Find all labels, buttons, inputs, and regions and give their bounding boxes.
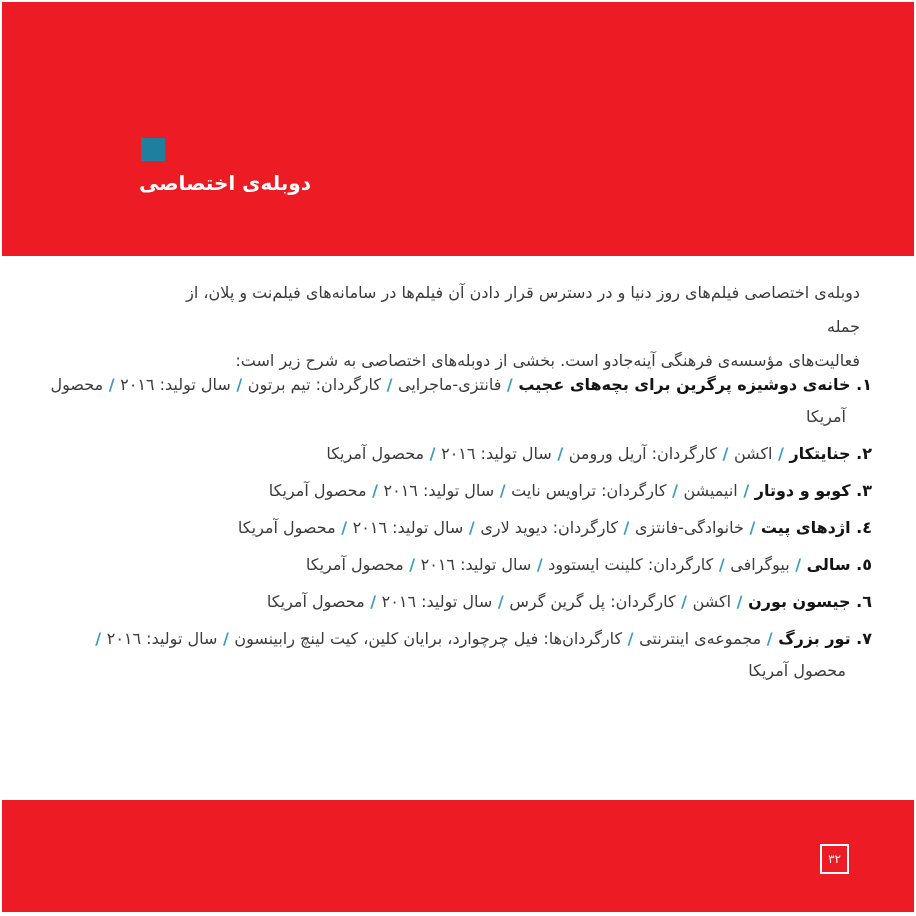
film-detail-segment: کارگردان: تیم برتون: [247, 375, 382, 394]
film-list-item: [48, 549, 872, 581]
film-number-and-title: ١. خانه‌ی دوشیزه پرگرین برای بچه‌های عجیب: [518, 375, 872, 394]
separator-slash: /: [617, 518, 635, 537]
film-detail-segment: محصول آمریکا: [326, 444, 425, 463]
page-number-box: [820, 844, 849, 874]
separator-slash: /: [230, 375, 248, 394]
film-detail-segment: محصول آمریکا: [305, 555, 404, 574]
film-detail-segment: اکشن: [692, 592, 732, 611]
separator-slash: /: [551, 444, 569, 463]
film-detail-segment: کارگردان: آریل ورومن: [568, 444, 717, 463]
separator-slash: /: [737, 481, 755, 500]
intro-line: دوبله‌ی اختصاصی فیلم‌های روز دنیا و در دسترس قرار دادن آن فیلم‌ها در سامانه‌های فیلم‌نت و پلان، از جمله: [186, 283, 860, 336]
film-number-and-title: ٥. سالی: [806, 555, 872, 574]
film-detail-segment: محصول آمریکا: [268, 481, 367, 500]
film-list-item: [48, 475, 872, 507]
film-number-and-title: ٣. کوبو و دوتار: [754, 481, 872, 500]
film-detail-segment: محصول آمریکا: [748, 661, 846, 680]
film-detail-segment: محصول آمریکا: [50, 375, 846, 426]
teal-square-icon: [141, 138, 165, 161]
separator-slash: /: [381, 375, 399, 394]
film-detail-segment: محصول آمریکا: [266, 592, 365, 611]
page-title: دوبله‌ی اختصاصی: [139, 171, 312, 195]
film-detail-segment: خانوادگی-فانتزی: [634, 518, 744, 537]
film-detail-segment: محصول آمریکا: [237, 518, 336, 537]
separator-slash: /: [761, 629, 779, 648]
separator-slash: /: [424, 444, 442, 463]
separator-slash: /: [501, 375, 519, 394]
separator-slash: /: [713, 555, 731, 574]
intro-paragraph: [176, 276, 860, 378]
film-list-item: [48, 586, 872, 618]
header-band: [2, 2, 914, 256]
film-detail-segment: کارگردان: دیوید لاری: [480, 518, 618, 537]
separator-slash: /: [743, 518, 761, 537]
separator-slash: /: [95, 629, 107, 648]
film-detail-segment: کارگردان: تراویس نایت: [511, 481, 667, 500]
film-detail-segment: سال تولید: ٢٠١٦: [383, 481, 495, 500]
film-detail-segment: کارگردان: پل گرین گرس: [509, 592, 676, 611]
page-number: ٣٢: [828, 852, 841, 866]
film-detail-segment: سال تولید: ٢٠١٦: [120, 375, 231, 394]
separator-slash: /: [492, 592, 510, 611]
film-number-and-title: ٦. جیسون بورن: [748, 592, 872, 611]
film-detail-segment: بیوگرافی: [730, 555, 790, 574]
separator-slash: /: [366, 481, 384, 500]
separator-slash: /: [217, 629, 235, 648]
film-detail-segment: سال تولید: ٢٠١٦: [441, 444, 552, 463]
film-list-item: [48, 512, 872, 544]
separator-slash: /: [789, 555, 807, 574]
film-list-item: [48, 369, 872, 433]
separator-slash: /: [531, 555, 549, 574]
film-number-and-title: ٢. جنایتکار: [789, 444, 872, 463]
film-detail-segment: کارگردان‌ها: فیل چرچوارد، برایان کلین، کیت لینچ رابینسون: [234, 629, 623, 648]
separator-slash: /: [103, 375, 121, 394]
film-detail-segment: انیمیشن: [683, 481, 738, 500]
film-detail-segment: کارگردان: کلینت ایستوود: [548, 555, 714, 574]
film-detail-segment: اکشن: [733, 444, 773, 463]
footer-band: [2, 800, 914, 912]
film-list: [48, 369, 872, 692]
film-list-item: [48, 438, 872, 470]
separator-slash: /: [716, 444, 734, 463]
film-detail-segment: سال تولید: ٢٠١٦: [106, 629, 218, 648]
film-number-and-title: ٤. اژدهای پیت: [760, 518, 872, 537]
separator-slash: /: [675, 592, 693, 611]
separator-slash: /: [622, 629, 640, 648]
film-detail-segment: سال تولید: ٢٠١٦: [352, 518, 464, 537]
film-detail-segment: مجموعه‌ی اینترنتی: [639, 629, 762, 648]
separator-slash: /: [463, 518, 481, 537]
film-detail-segment: فانتزی-ماجرایی: [398, 375, 502, 394]
film-detail-segment: سال تولید: ٢٠١٦: [420, 555, 532, 574]
film-detail-segment: سال تولید: ٢٠١٦: [381, 592, 493, 611]
film-list-item: [48, 623, 872, 687]
intro-line: فعالیت‌های مؤسسه‌ی فرهنگی آینه‌جادو است. بخشی از دوبله‌های اختصاصی به شرح زیر است:: [235, 351, 860, 370]
separator-slash: /: [403, 555, 421, 574]
separator-slash: /: [772, 444, 790, 463]
separator-slash: /: [335, 518, 353, 537]
separator-slash: /: [494, 481, 512, 500]
separator-slash: /: [364, 592, 382, 611]
separator-slash: /: [666, 481, 684, 500]
separator-slash: /: [731, 592, 749, 611]
film-number-and-title: ٧. تور بزرگ: [778, 629, 872, 648]
